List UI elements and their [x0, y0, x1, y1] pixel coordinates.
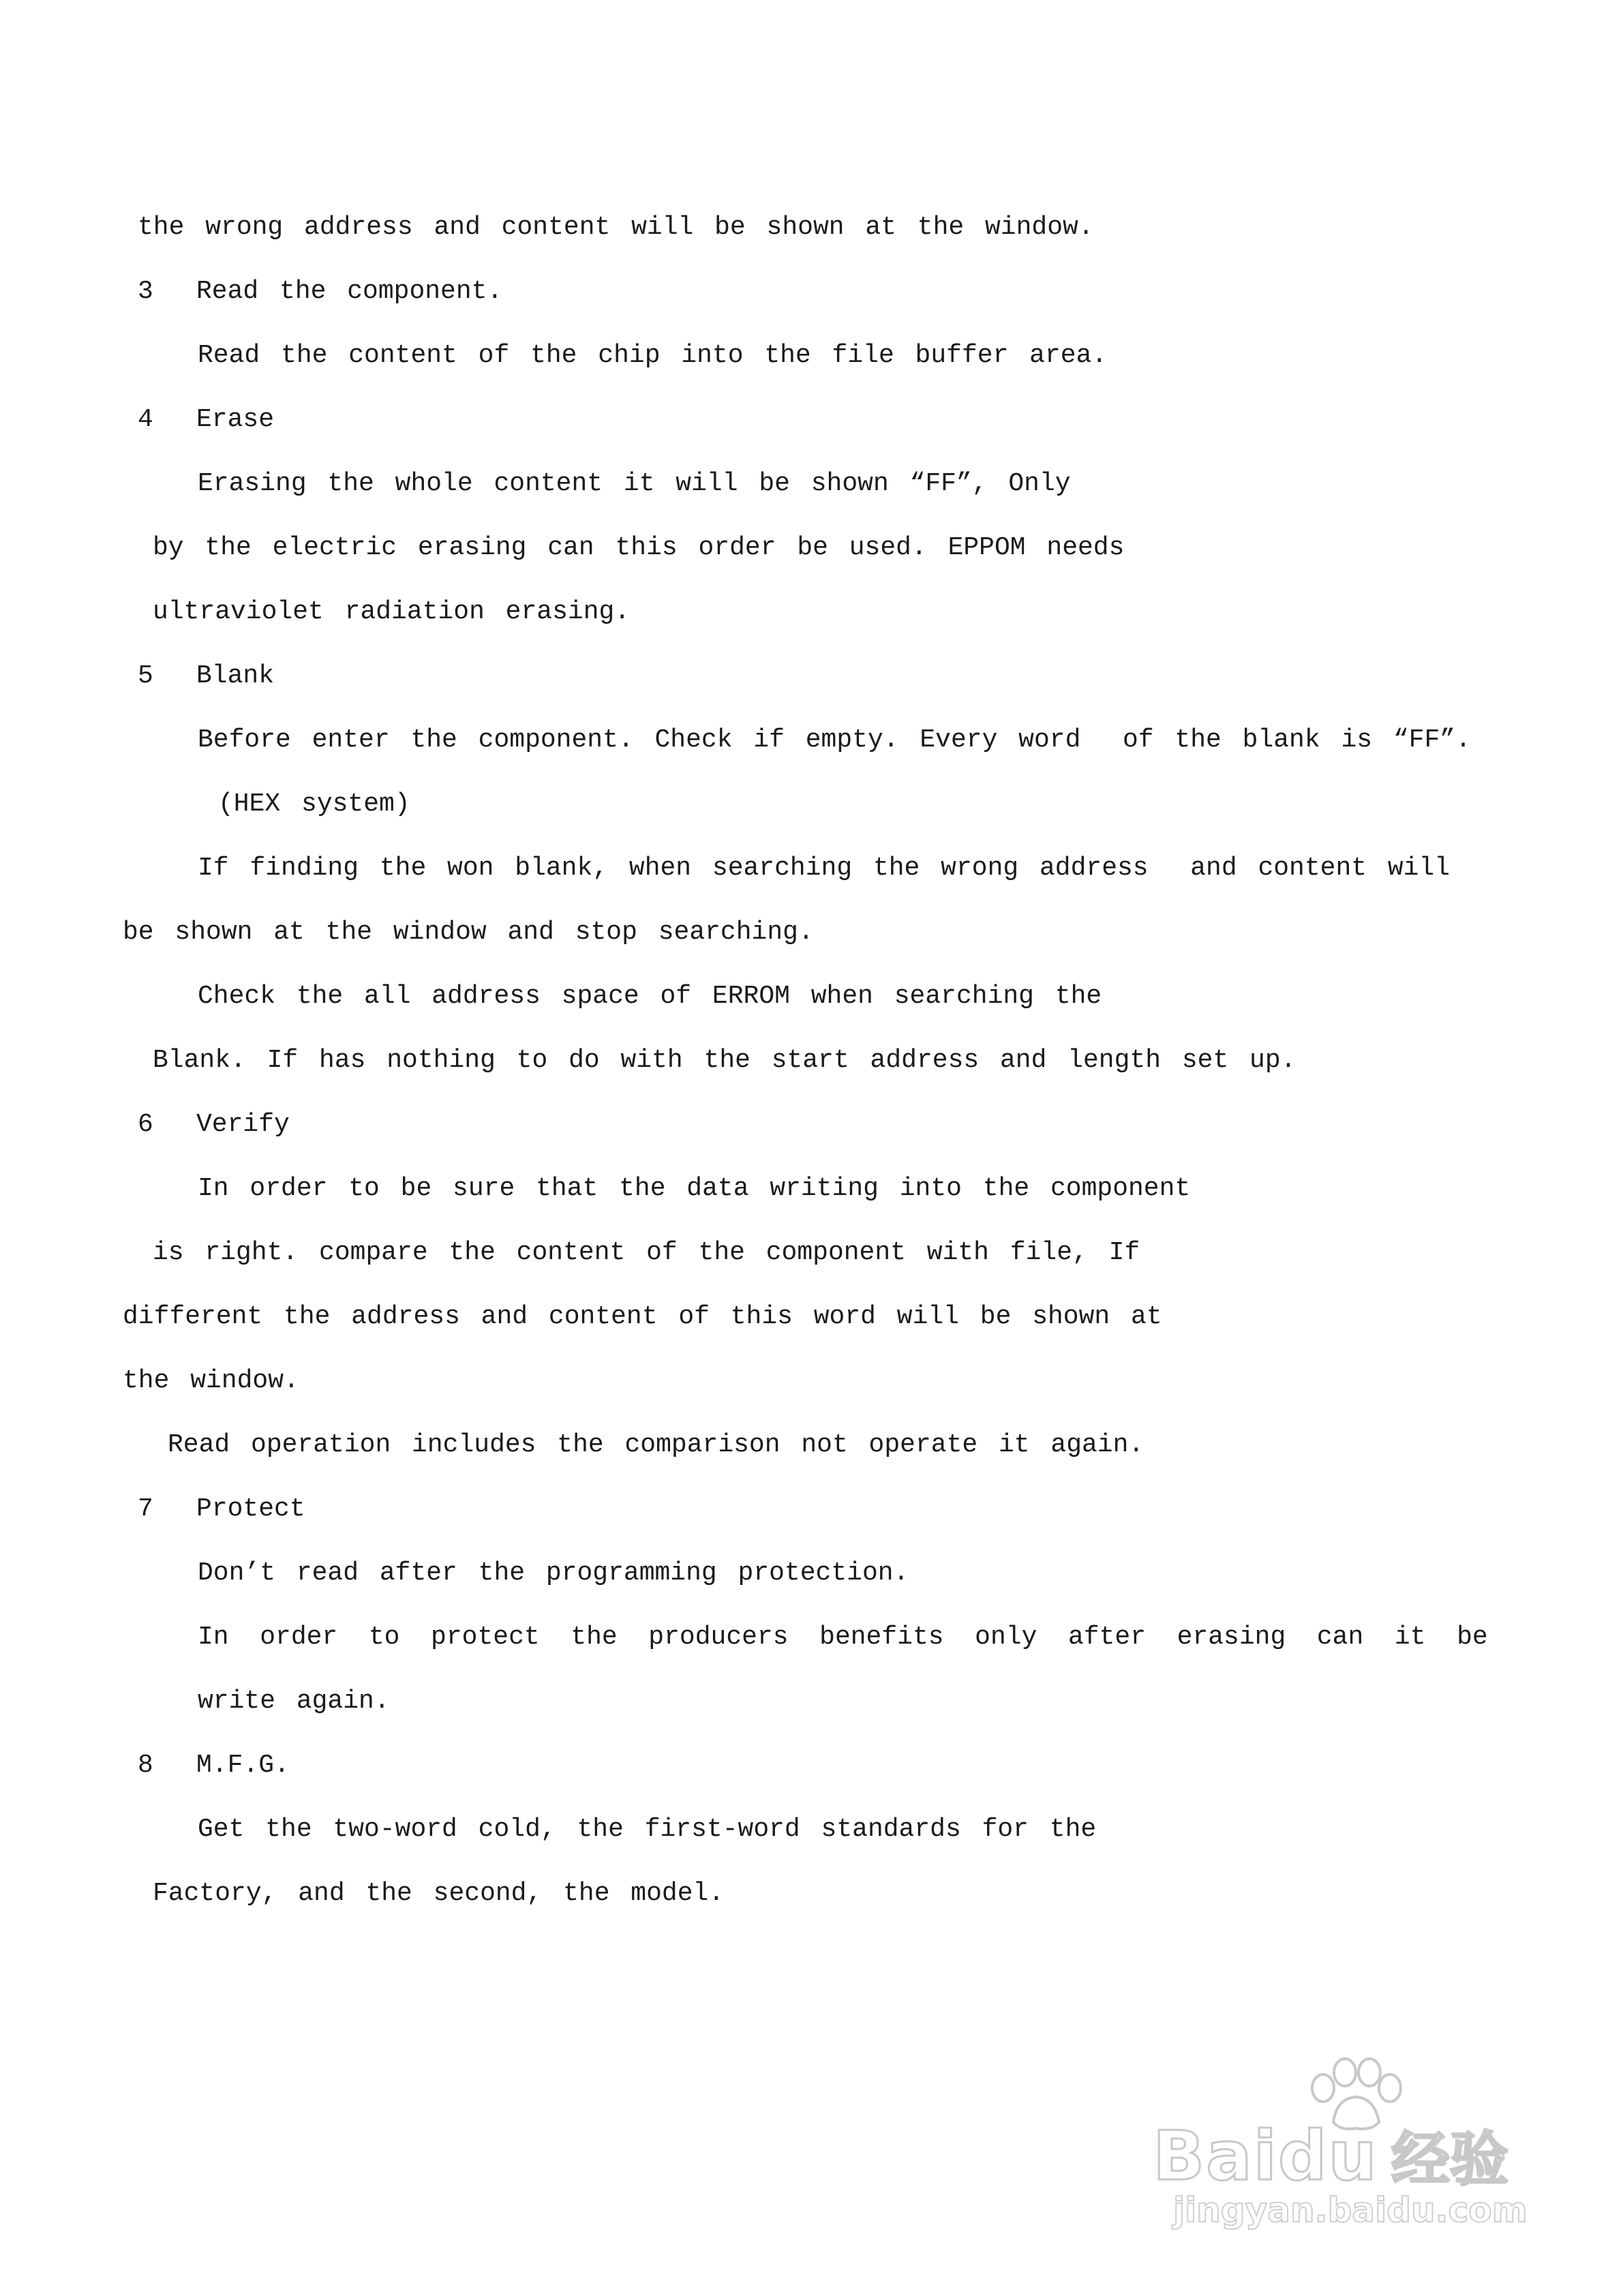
text-line: ultraviolet radiation erasing. [153, 597, 631, 626]
section-number: 3 [138, 277, 153, 306]
section-number: 7 [138, 1494, 153, 1524]
text-line: Don’t read after the programming protection. [198, 1558, 909, 1588]
text-line: (HEX system) [218, 789, 410, 819]
text-line: Read the content of the chip into the file buffer area. [198, 341, 1108, 370]
section-title: Verify [196, 1110, 290, 1139]
text-line: Blank. If has nothing to do with the start address and length set up. [153, 1046, 1296, 1075]
section-heading-erase [138, 405, 274, 435]
text-line: the window. [123, 1366, 299, 1395]
section-title: Blank [196, 661, 275, 691]
baidu-jingyan-watermark [1153, 2057, 1534, 2228]
section-title: Protect [196, 1494, 305, 1524]
section-heading-mfg [138, 1751, 290, 1781]
section-heading-verify [138, 1110, 290, 1140]
text-line: write again. [198, 1687, 390, 1716]
section-title: Erase [196, 405, 275, 434]
text-line: by the electric erasing can this order be used. EPPOM needs [153, 533, 1125, 562]
text-line: Read operation includes the comparison not operate it again. [168, 1430, 1144, 1460]
section-number: 8 [138, 1751, 153, 1780]
section-title: Read the component. [196, 277, 503, 306]
text-line: In order to protect the producers benefits only after erasing can it be [198, 1622, 1488, 1652]
section-number: 5 [138, 661, 153, 691]
text-line: Check the all address space of ERROM when searching the [198, 982, 1102, 1011]
text-line: If finding the won blank, when searching the wrong address and content will [198, 854, 1451, 883]
section-number: 4 [138, 405, 153, 434]
watermark-url: jingyan.baidu.com [1173, 2190, 1528, 2230]
section-heading-blank [138, 661, 274, 691]
text-line: Get the two-word cold, the first-word standards for the [198, 1815, 1097, 1844]
section-title: M.F.G. [196, 1751, 290, 1780]
text-line: be shown at the window and stop searching. [123, 918, 814, 947]
text-line: Before enter the component. Check if empty. Every word of the blank is “FF”. [198, 725, 1471, 755]
section-heading-read [138, 277, 502, 307]
text-line: is right. compare the content of the component with file, If [153, 1238, 1140, 1267]
watermark-brand-cn: 经验 [1391, 2126, 1508, 2194]
text-line: Erasing the whole content it will be shown “FF”, Only [198, 469, 1071, 498]
section-heading-protect [138, 1494, 305, 1524]
text-line: Factory, and the second, the model. [153, 1879, 725, 1908]
text-line: the wrong address and content will be shown at the window. [138, 213, 1094, 242]
text-line: different the address and content of this word will be shown at [123, 1302, 1162, 1331]
text-line: In order to be sure that the data writing into the component [198, 1174, 1191, 1203]
section-number: 6 [138, 1110, 153, 1139]
watermark-brand: Baidu [1153, 2116, 1378, 2196]
